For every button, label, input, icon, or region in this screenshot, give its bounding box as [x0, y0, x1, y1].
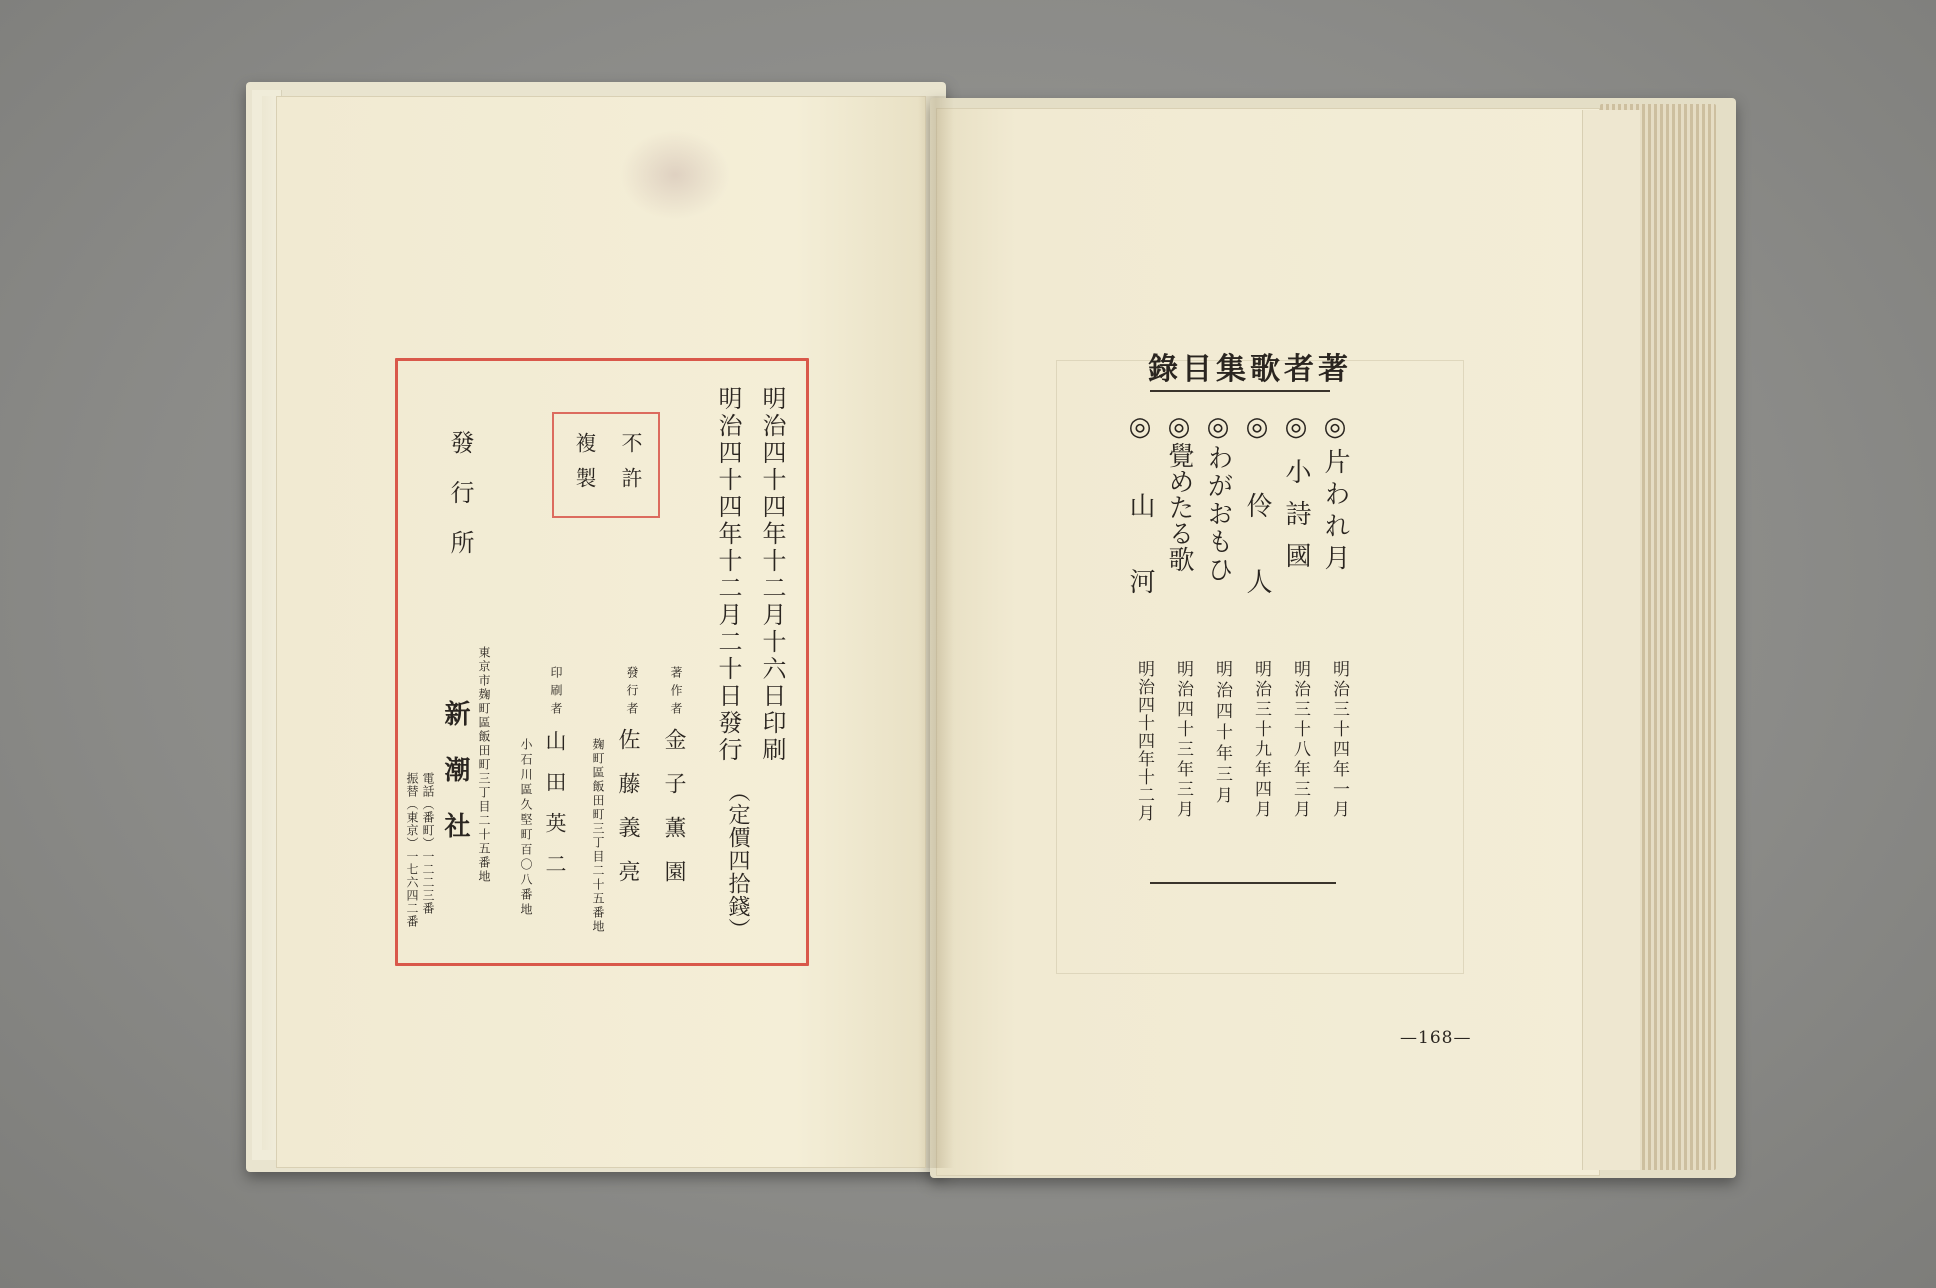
office-address: 東京市麹町區飯田町三丁目二十五番地 — [477, 646, 491, 884]
printer-address: 小石川區久堅町百〇八番地 — [519, 738, 533, 918]
stamp-line-2: 複製 — [573, 432, 597, 502]
toc-entry-title: ◎伶人 — [1242, 412, 1272, 644]
toc-top-rule — [1150, 390, 1330, 392]
publish-date: 明治四十四年十二月二十日發行 — [714, 386, 742, 764]
publisher-name: 佐藤義亮 — [615, 728, 640, 904]
office-transfer: 振替（東京）一七六四二番 — [405, 772, 419, 928]
price-label: （定價四拾錢） — [725, 780, 750, 941]
toc-entry-title: ◎片われ月 — [1320, 412, 1350, 576]
book-gutter — [918, 96, 954, 1168]
toc-entry-date: 明治三十九年四月 — [1251, 660, 1271, 820]
copyright-stamp — [552, 412, 660, 518]
toc-entry-date: 明治四十四年十二月 — [1134, 660, 1154, 822]
publisher-role: 發行者 — [625, 666, 639, 720]
office-label: 發行所 — [446, 430, 474, 580]
author-role: 著作者 — [669, 666, 683, 720]
toc-entry-date: 明治四十三年三月 — [1173, 660, 1193, 820]
author-name: 金子薫園 — [661, 728, 686, 904]
toc-entry-date: 明治四十年三月 — [1212, 660, 1232, 807]
stamp-line-1: 不許 — [619, 432, 643, 502]
printer-role: 印刷者 — [549, 666, 563, 720]
office-name: 新潮社 — [440, 700, 470, 868]
toc-title: 著者歌集目錄 — [1148, 352, 1352, 387]
publisher-address: 麹町區飯田町三丁目二十五番地 — [591, 738, 605, 934]
toc-entry-date: 明治三十八年三月 — [1290, 660, 1310, 820]
office-phone: 電話（番町）一二二三番 — [421, 772, 435, 915]
print-date: 明治四十四年十二月十六日印刷 — [758, 386, 786, 764]
page-right-inner — [1582, 110, 1640, 1170]
toc-entry-date: 明治三十四年一月 — [1329, 660, 1349, 820]
toc-entry-title: ◎覺めたる歌 — [1164, 412, 1194, 572]
toc-entry-title: ◎わがおもひ — [1203, 412, 1233, 584]
toc-entry-title: ◎小詩國 — [1281, 412, 1311, 584]
printer-name: 山田英二 — [543, 730, 567, 894]
page-number: —168— — [1400, 1028, 1472, 1048]
toc-entry-title: ◎山河 — [1125, 412, 1155, 644]
toc-bottom-rule — [1150, 882, 1336, 884]
page-stain — [620, 130, 730, 220]
